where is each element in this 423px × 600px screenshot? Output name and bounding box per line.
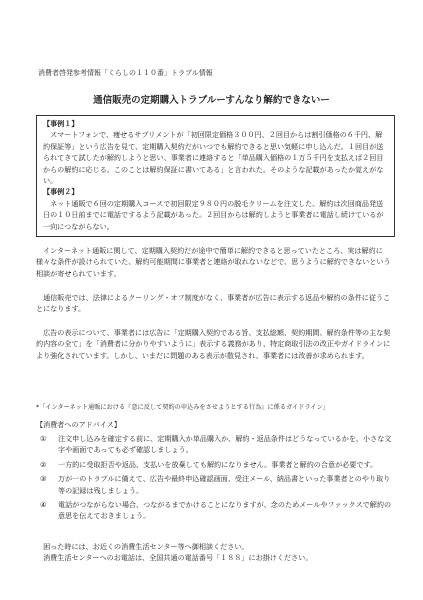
advice-text: 注文申し込みを確定する前に、定期購入か単品購入か、解約・返品条件はどうなっているかを、小さな文字や画面であっても必ず確認しましょう。 bbox=[58, 434, 392, 455]
advice-item bbox=[36, 473, 392, 496]
body-paragraph-3: 広告の表示について、事業者には広告に「定期購入契約である旨、支払総額、契約期間、解約条件等の主な契約内容の全て」を「消費者に分かりやすいように」表示する義務があり、特定商取引法の改正やガイドラインにより強化されています。しかし、いまだに問題のある表示が散見され、事業者には改善が求められます。 bbox=[36, 328, 391, 360]
advice-number: ③ bbox=[40, 474, 47, 484]
case2-text: ネット通販で６回の定期購入コースで初回限定９８０円の脱毛クリームを注文した。解約は次回商品発送日の１０日前までに電話でするよう記載があった。２回目からは解約しようと事業者に電話し続けているが一向につながらない。 bbox=[43, 198, 384, 231]
advice-text: 万が一のトラブルに備えて、広告や最終申込確認画面、受注メール、納品書といった事業者とのやり取り等の記録は残しましょう。 bbox=[58, 474, 391, 495]
advice-heading: 【消費者へのアドバイス】 bbox=[36, 420, 121, 429]
document-title: 通信販売の定期購入トラブルーすんなり解約できないー bbox=[93, 95, 330, 106]
closing-line-1: 困った時には、お近くの消費生活センター等へ御相談ください。 bbox=[43, 542, 249, 551]
advice-list bbox=[36, 433, 392, 525]
closing-section bbox=[36, 541, 396, 564]
case1-label: 【事例１】 bbox=[43, 119, 79, 128]
advice-text: 一方的に受取拒否や返品、支払いを放棄しても解約になりません。事業者と解約の合意が必要です。 bbox=[58, 459, 378, 469]
advice-number: ④ bbox=[40, 500, 47, 510]
case1-text: スマートフォンで、痩せるサプリメントが「初回限定価格３００円、２回目からは割引価格の６千円、解約保証等」という広告を見て、定期購入契約だがいつでも解約できると思い気軽に申し込んだ。１回目が送られてきて試したが解約しようと思い、事業者に連絡すると「単品購入価格の１万５千円を支払えば２回目からの解約に応じる。このことは解約保証に書いてある」と言われた。そのような記載があったか覚えがない。 bbox=[43, 130, 384, 186]
case2-label: 【事例２】 bbox=[43, 187, 79, 197]
guideline-footnote: *「インターネット通販における『意に反して契約の申込みをさせようとする行為』に係るガイドライン」 bbox=[36, 404, 329, 411]
advice-item bbox=[36, 433, 392, 456]
body-paragraph-1: インターネット通販に関して、定期購入契約だが途中で簡単に解約できると思っていたところ、実は解約に様々な条件が設けられていた、解約可能期間に事業者と連絡が取れないなどで、思うように解約できないという相談が寄せられています。 bbox=[36, 246, 391, 278]
advice-number: ① bbox=[40, 434, 47, 443]
advice-item bbox=[36, 459, 392, 470]
body-paragraph-2: 通信販売では、法律によるクーリング・オフ制度がなく、事業者が広告に表示する返品や解約の条件に従うことになります。 bbox=[36, 293, 391, 314]
advice-number: ② bbox=[40, 459, 47, 469]
advice-text: 電話がつながらない場合、つながるまでかけることになりますが、念のためメールやファックスで解約の意思を伝えておきましょう。 bbox=[58, 500, 392, 521]
advice-item bbox=[36, 499, 392, 522]
case-examples-box bbox=[36, 115, 395, 237]
closing-line-2: 消費生活センターへのお電話は、全国共通の電話番号「１８８」にお掛けください。 bbox=[43, 553, 313, 563]
document-header: 消費者啓発参考情報「くらしの１１０番」トラブル情報 bbox=[38, 69, 213, 77]
